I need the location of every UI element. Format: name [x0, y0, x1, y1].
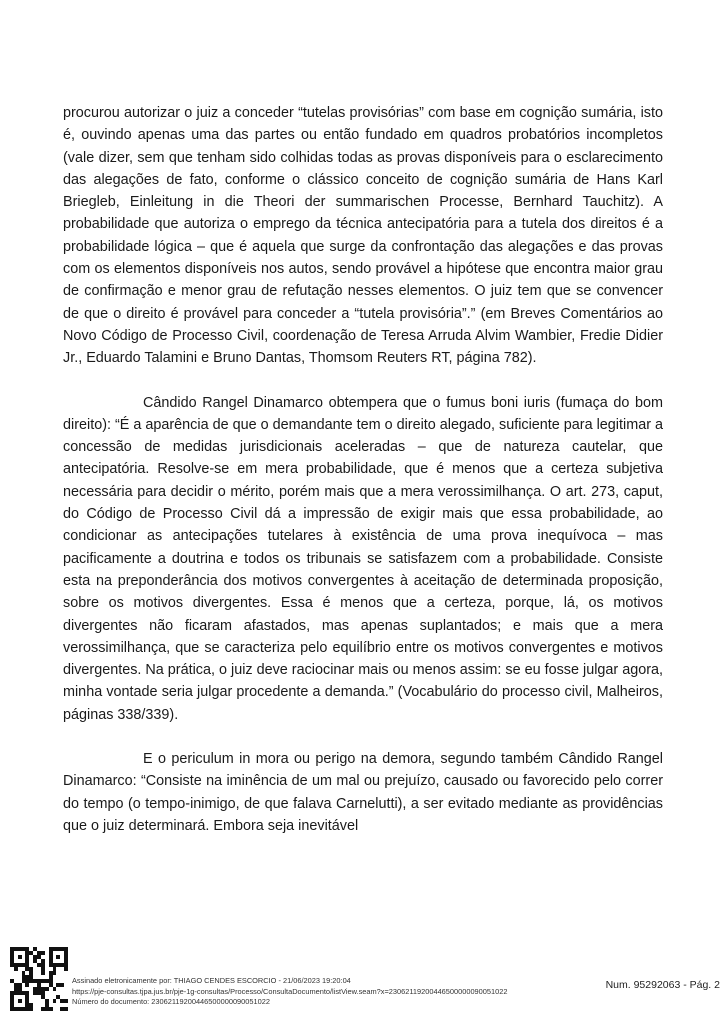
document-body [63, 102, 663, 837]
qr-code-icon[interactable] [10, 947, 68, 1011]
signature-footer [10, 947, 722, 1017]
document-url-link[interactable]: https://pje-consultas.tjpa.jus.br/pje-1g-consultas/Processo/ConsultaDocumento/listView.seam?x=23062119200446500000090051022 [72, 986, 508, 996]
paragraph-3: E o periculum in mora ou perigo na demora, segundo também Cândido Rangel Dinamarco: “Consiste na iminência de um mal ou prejuízo, causado ou favorecido pelo correr do tempo (o tempo-inimigo, de que falava Carnelutti), a ser evitado mediante as providências que o juiz determinará. Embora seja inevitável [63, 751, 663, 834]
signed-by-line: Assinado eletronicamente por: THIAGO CENDES ESCORCIO - 21/06/2023 19:20:04 [72, 976, 351, 985]
document-number-line: Número do documento: 23062119200446500000090051022 [72, 997, 270, 1006]
signature-block [72, 976, 507, 1008]
paragraph-1: procurou autorizar o juiz a conceder “tutelas provisórias” com base em cognição sumária, isto é, ouvindo apenas uma das partes ou então fundado em quadros probatórios incompletos (vale dizer, sem que tenham sido colhidas todas as provas disponíveis para o esclarecimento das alegações de fato, conforme o clássico conceito de cognição sumária de Hans Karl Briegleb, Einleitung in die Theori der summarischen Processe, Bernhard Tauchitz). A probabilidade que autoriza o emprego da técnica antecipatória para a tutela dos direitos é a probabilidade lógica – que é aquela que surge da confrontação das alegações e das provas com os elementos disponíveis nos autos, sendo provável a hipótese que encontra maior grau de confirmação e menor grau de refutação nesses elementos. O juiz tem que se convencer de que o direito é provável para conceder a “tutela provisória”.” (em Breves Comentários ao Novo Código de Processo Civil, coordenação de Teresa Arruda Alvim Wambier, Fredie Didier Jr., Eduardo Talamini e Bruno Dantas, Thomsom Reuters RT, página 782). [63, 105, 663, 367]
paragraph-2: Cândido Rangel Dinamarco obtempera que o fumus boni iuris (fumaça do bom direito): “É a aparência de que o demandante tem o direito alegado, suficiente para legitimar a concessão de medidas jurisdicionais aceleradas – que de natureza cautelar, que antecipatória. Resolve-se em mera probabilidade, que é menos que a certeza subjetiva necessária para decidir o mérito, porém mais que a mera verossimilhança. O art. 273, caput, do Código de Processo Civil dá a impressão de exigir mais que essa probabilidade, ao condicionar as antecipações tutelares à existência de uma prova inequívoca – mas pacificamente a doutrina e todos os tribunais se satisfazem com a probabilidade. Consiste esta na preponderância dos motivos convergentes à aceitação de determinada proposição, sobre os motivos divergentes. Essa é menos que a certeza, porque, lá, os motivos divergentes não ficaram afastados, mas apenas suplantados; e mais que a mera verossimilhança, que se caracteriza pelo equilíbrio entre os motivos convergentes e motivos divergentes. Na prática, o juiz deve raciocinar mais ou menos assim: se eu fosse julgar agora, minha vontade seria julgar procedente a demanda.” (Vocabulário do processo civil, Malheiros, páginas 338/339). [63, 394, 663, 723]
page-number: Num. 95292063 - Pág. 2 [605, 979, 720, 991]
